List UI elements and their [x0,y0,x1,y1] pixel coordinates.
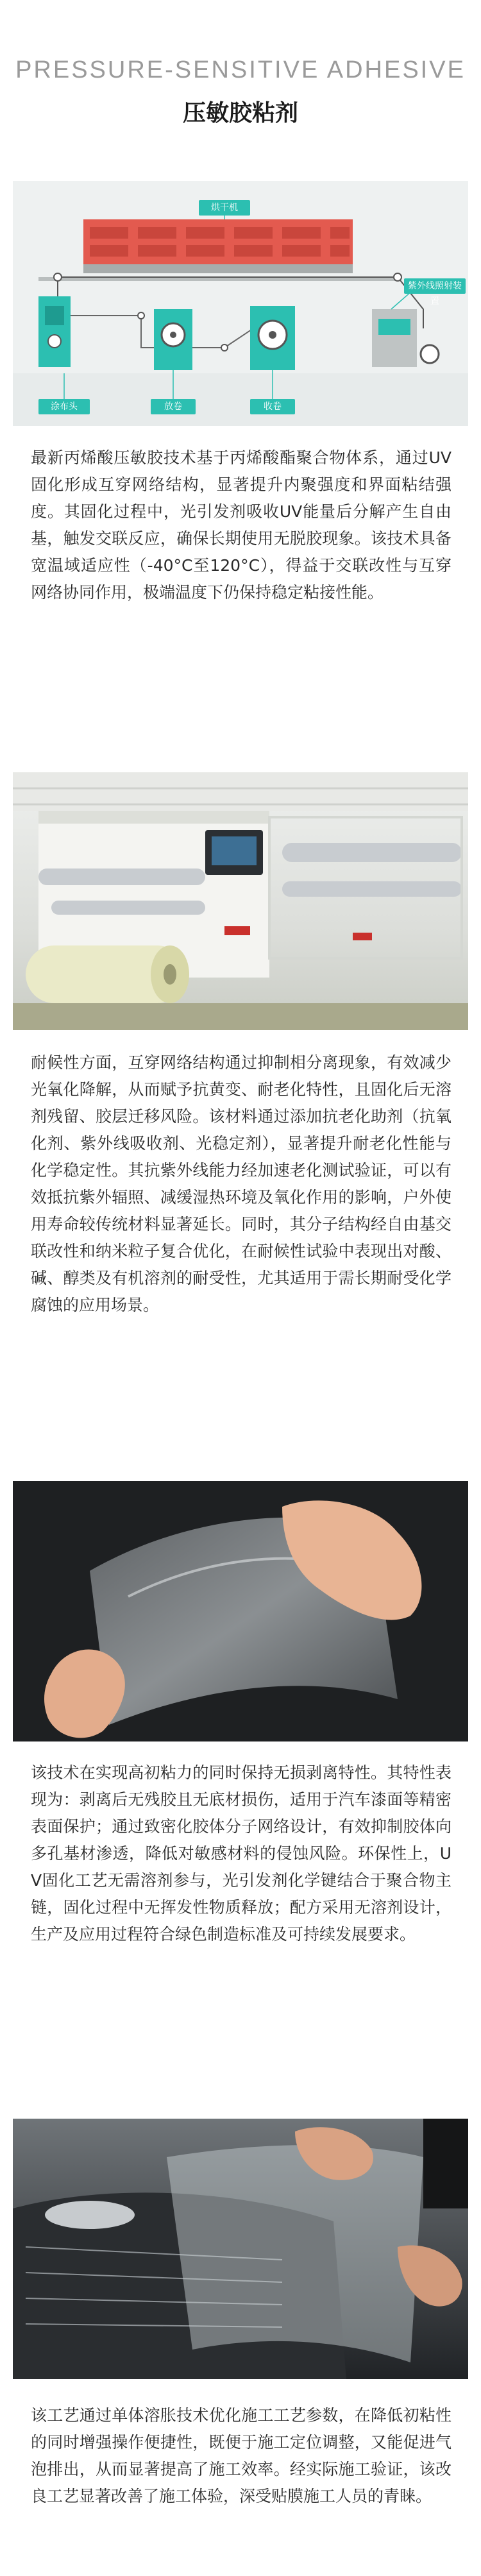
paragraph-3: 该技术在实现高初粘力的同时保持无损剥离特性。其特性表现为：剥离后无残胶且无底材损伤，适用于汽车漆面等精密表面保护；通过致密化胶体分子网络设计，有效抑制胶体向多孔基材渗透，降低对敏感材料的侵蚀风险。环保性上，UV固化工艺无需溶剂参与，光引发剂化学键结合于聚合物主链，固化过程中无挥发性物质释放；配方采用无溶剂设计，生产及应用过程符合绿色制造标准及可持续发展要求。 [31,1763,451,1944]
car-film-application-photo [13,2119,468,2379]
page-title-cn: 压敏胶粘剂 [182,100,298,126]
paragraph-4: 该工艺通过单体溶胀技术优化施工工艺参数，在降低初粘性的同时增强操作便捷性，既便于施工定位调整，又能促进气泡排出，从而显著提高了施工效率。经实际施工验证，该改良工艺显著改善了施工体验，深受贴膜施工人员的青睐。 [31,2406,451,2505]
production-line-illustration [13,181,468,426]
film-in-hands-photo [13,1481,468,1741]
paragraph-1: 最新丙烯酸压敏胶技术基于丙烯酸酯聚合物体系，通过UV固化形成互穿网络结构，显著提升内聚强度和界面粘结强度。其固化过程中，光引发剂吸收UV能量后分解产生自由基，触发交联反应，确保长期使用无脱胶现象。该技术具备宽温域适应性（-40°C至120°C），得益于交联改性与互穿网络协同作用，极端温度下仍保持稳定粘接性能。 [31,448,451,602]
label-rewind: 收卷 [250,399,295,414]
factory-machine-photo [13,772,468,1030]
label-uv-lamp: 紫外线照射装置 [404,278,466,294]
label-coating-head: 涂布头 [38,399,90,414]
production-line-diagram [13,181,468,426]
label-unwind: 放卷 [151,399,196,414]
label-oven: 烘干机 [199,200,250,216]
paragraph-2: 耐候性方面，互穿网络结构通过抑制相分离现象，有效减少光氧化降解，从而赋予抗黄变、耐老化特性，且固化后无溶剂残留、胶层迁移风险。该材料通过添加抗老化助剂（抗氧化剂、紫外线吸收剂、光稳定剂），显著提升耐老化性能与化学稳定性。其抗紫外线能力经加速老化测试验证，可以有效抵抗紫外辐照、减缓湿热环境及氧化作用的影响，户外使用寿命较传统材料显著延长。同时，其分子结构经自由基交联改性和纳米粒子复合优化，在耐候性试验中表现出对酸、碱、醇类及有机溶剂的耐受性，尤其适用于需长期耐受化学腐蚀的应用场景。 [31,1053,451,1314]
page-title-en: PRESSURE-SENSITIVE ADHESIVE [15,56,466,83]
